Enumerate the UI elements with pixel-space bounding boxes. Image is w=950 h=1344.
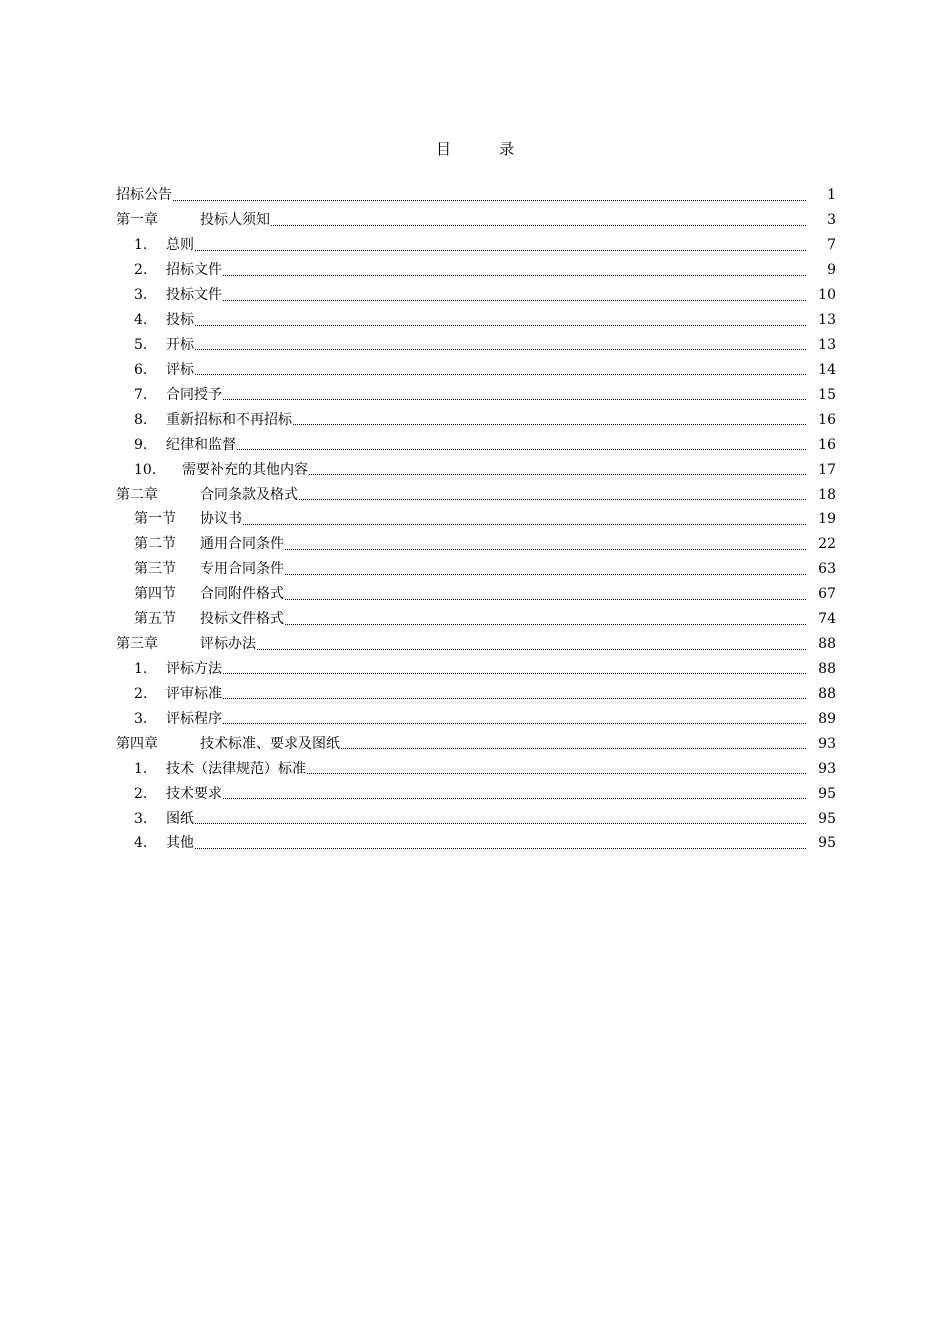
- toc-entry[interactable]: [116, 357, 836, 382]
- toc-entry-label: 合同条款及格式: [200, 486, 298, 503]
- toc-entry-number: 第三章: [116, 636, 158, 653]
- toc-title-right: 录: [499, 140, 515, 158]
- toc-entry-page: 15: [818, 386, 836, 403]
- table-of-contents: [116, 183, 836, 856]
- dot-leader: [309, 474, 806, 475]
- toc-entry-number: 8.: [134, 411, 148, 428]
- toc-entry[interactable]: [116, 632, 836, 657]
- dot-leader: [195, 349, 806, 350]
- dot-leader: [223, 698, 806, 699]
- dot-leader: [307, 773, 806, 774]
- toc-entry-page: 13: [818, 336, 836, 353]
- toc-entry-page: 17: [818, 461, 836, 478]
- toc-entry-page: 7: [827, 237, 836, 254]
- toc-entry-label: 总则: [166, 237, 194, 254]
- toc-entry[interactable]: [116, 457, 836, 482]
- toc-entry[interactable]: [116, 382, 836, 407]
- dot-leader: [223, 798, 806, 799]
- toc-entry-page: 10: [818, 287, 836, 304]
- toc-entry[interactable]: [116, 831, 836, 856]
- toc-entry-page: 1: [827, 187, 836, 204]
- toc-entry[interactable]: [116, 208, 836, 233]
- toc-entry-number: 6.: [134, 361, 148, 378]
- toc-entry[interactable]: [116, 607, 836, 632]
- toc-entry[interactable]: [116, 233, 836, 258]
- dot-leader: [299, 499, 806, 500]
- toc-entry-number: 4.: [134, 312, 148, 329]
- toc-entry[interactable]: [116, 432, 836, 457]
- toc-entry-label: 其他: [166, 835, 194, 852]
- toc-entry-label: 重新招标和不再招标: [166, 411, 292, 428]
- toc-entry-number: 4.: [134, 835, 148, 852]
- toc-entry-page: 95: [818, 835, 836, 852]
- dot-leader: [237, 449, 806, 450]
- toc-entry[interactable]: [116, 806, 836, 831]
- toc-entry-number: 7.: [134, 386, 148, 403]
- toc-entry-page: 93: [818, 735, 836, 752]
- toc-entry-number: 3.: [134, 810, 148, 827]
- toc-entry-label: 评标办法: [200, 636, 256, 653]
- dot-leader: [223, 399, 806, 400]
- toc-entry-page: 74: [818, 611, 836, 628]
- dot-leader: [195, 325, 806, 326]
- toc-entry-number: 第四章: [116, 735, 158, 752]
- toc-entry-number: 9.: [134, 436, 148, 453]
- dot-leader: [293, 424, 806, 425]
- toc-entry[interactable]: [116, 482, 836, 507]
- toc-entry-number: 1.: [134, 760, 148, 777]
- toc-entry[interactable]: [116, 333, 836, 358]
- toc-entry-label: 通用合同条件: [200, 536, 284, 553]
- dot-leader: [285, 574, 806, 575]
- toc-entry-page: 9: [827, 262, 836, 279]
- toc-entry[interactable]: [116, 681, 836, 706]
- toc-entry-page: 16: [818, 436, 836, 453]
- toc-entry[interactable]: [116, 258, 836, 283]
- toc-entry-page: 14: [818, 361, 836, 378]
- toc-entry-label: 技术要求: [166, 785, 222, 802]
- toc-entry-number: 3.: [134, 710, 148, 727]
- dot-leader: [195, 374, 806, 375]
- toc-entry-number: 2.: [134, 785, 148, 802]
- toc-entry[interactable]: [116, 781, 836, 806]
- toc-entry-number: 2.: [134, 685, 148, 702]
- toc-entry[interactable]: [116, 283, 836, 308]
- toc-entry-page: 88: [818, 685, 836, 702]
- dot-leader: [257, 649, 806, 650]
- toc-entry-number: 10.: [134, 461, 157, 478]
- dot-leader: [223, 275, 806, 276]
- dot-leader: [173, 200, 806, 201]
- toc-entry-page: 88: [818, 660, 836, 677]
- toc-entry[interactable]: [116, 731, 836, 756]
- toc-entry-label: 图纸: [166, 810, 194, 827]
- toc-entry-page: 22: [818, 536, 836, 553]
- dot-leader: [223, 723, 806, 724]
- toc-entry-label: 评标: [166, 361, 194, 378]
- toc-entry[interactable]: [116, 756, 836, 781]
- toc-entry-page: 95: [818, 785, 836, 802]
- toc-entry-number: 第一章: [116, 212, 158, 229]
- toc-title: [0, 138, 950, 160]
- toc-entry-page: 18: [818, 486, 836, 503]
- toc-entry-label: 合同授予: [166, 386, 222, 403]
- toc-entry[interactable]: [116, 183, 836, 208]
- toc-entry-label: 需要补充的其他内容: [182, 461, 308, 478]
- toc-entry-number: 第二节: [134, 536, 176, 553]
- toc-entry-number: 第一节: [134, 511, 176, 528]
- toc-entry-number: 第三节: [134, 561, 176, 578]
- toc-entry-label: 技术（法律规范）标准: [166, 760, 306, 777]
- dot-leader: [285, 599, 806, 600]
- toc-entry-label: 评审标准: [166, 685, 222, 702]
- toc-entry-label: 招标文件: [166, 262, 222, 279]
- dot-leader: [223, 300, 806, 301]
- toc-entry-page: 19: [818, 511, 836, 528]
- dot-leader: [285, 624, 806, 625]
- toc-entry-number: 第二章: [116, 486, 158, 503]
- toc-title-left: 目: [435, 140, 451, 158]
- toc-entry-label: 协议书: [200, 511, 242, 528]
- toc-entry-number: 第五节: [134, 611, 176, 628]
- dot-leader: [195, 848, 806, 849]
- toc-entry[interactable]: [116, 706, 836, 731]
- toc-entry-number: 1.: [134, 237, 148, 254]
- toc-entry-label: 合同附件格式: [200, 586, 284, 603]
- toc-entry-page: 95: [818, 810, 836, 827]
- toc-entry[interactable]: [116, 507, 836, 532]
- toc-entry-number: 1.: [134, 660, 148, 677]
- toc-entry-number: 5.: [134, 336, 148, 353]
- toc-entry-label: 投标人须知: [200, 212, 270, 229]
- toc-entry-label: 投标: [166, 312, 194, 329]
- toc-entry[interactable]: [116, 557, 836, 582]
- toc-entry-page: 67: [818, 586, 836, 603]
- toc-entry-number: 3.: [134, 287, 148, 304]
- toc-entry-label: 技术标准、要求及图纸: [200, 735, 340, 752]
- toc-entry-label: 开标: [166, 336, 194, 353]
- dot-leader: [341, 748, 806, 749]
- toc-entry-page: 13: [818, 312, 836, 329]
- toc-entry-page: 93: [818, 760, 836, 777]
- toc-entry-page: 88: [818, 636, 836, 653]
- toc-entry-page: 89: [818, 710, 836, 727]
- toc-entry-label: 投标文件格式: [200, 611, 284, 628]
- toc-entry[interactable]: [116, 407, 836, 432]
- toc-entry-number: 第四节: [134, 586, 176, 603]
- toc-entry[interactable]: [116, 532, 836, 557]
- toc-entry-label: 招标公告: [116, 187, 172, 204]
- dot-leader: [223, 673, 806, 674]
- toc-entry-page: 63: [818, 561, 836, 578]
- toc-entry-label: 评标程序: [166, 710, 222, 727]
- dot-leader: [243, 524, 806, 525]
- dot-leader: [195, 250, 806, 251]
- toc-entry-page: 16: [818, 411, 836, 428]
- toc-entry-label: 专用合同条件: [200, 561, 284, 578]
- dot-leader: [285, 549, 806, 550]
- toc-entry[interactable]: [116, 582, 836, 607]
- toc-entry-number: 2.: [134, 262, 148, 279]
- dot-leader: [271, 225, 806, 226]
- toc-entry-label: 评标方法: [166, 660, 222, 677]
- toc-entry[interactable]: [116, 657, 836, 682]
- toc-entry[interactable]: [116, 308, 836, 333]
- toc-entry-page: 3: [827, 212, 836, 229]
- dot-leader: [195, 823, 806, 824]
- toc-entry-label: 投标文件: [166, 287, 222, 304]
- toc-entry-label: 纪律和监督: [166, 436, 236, 453]
